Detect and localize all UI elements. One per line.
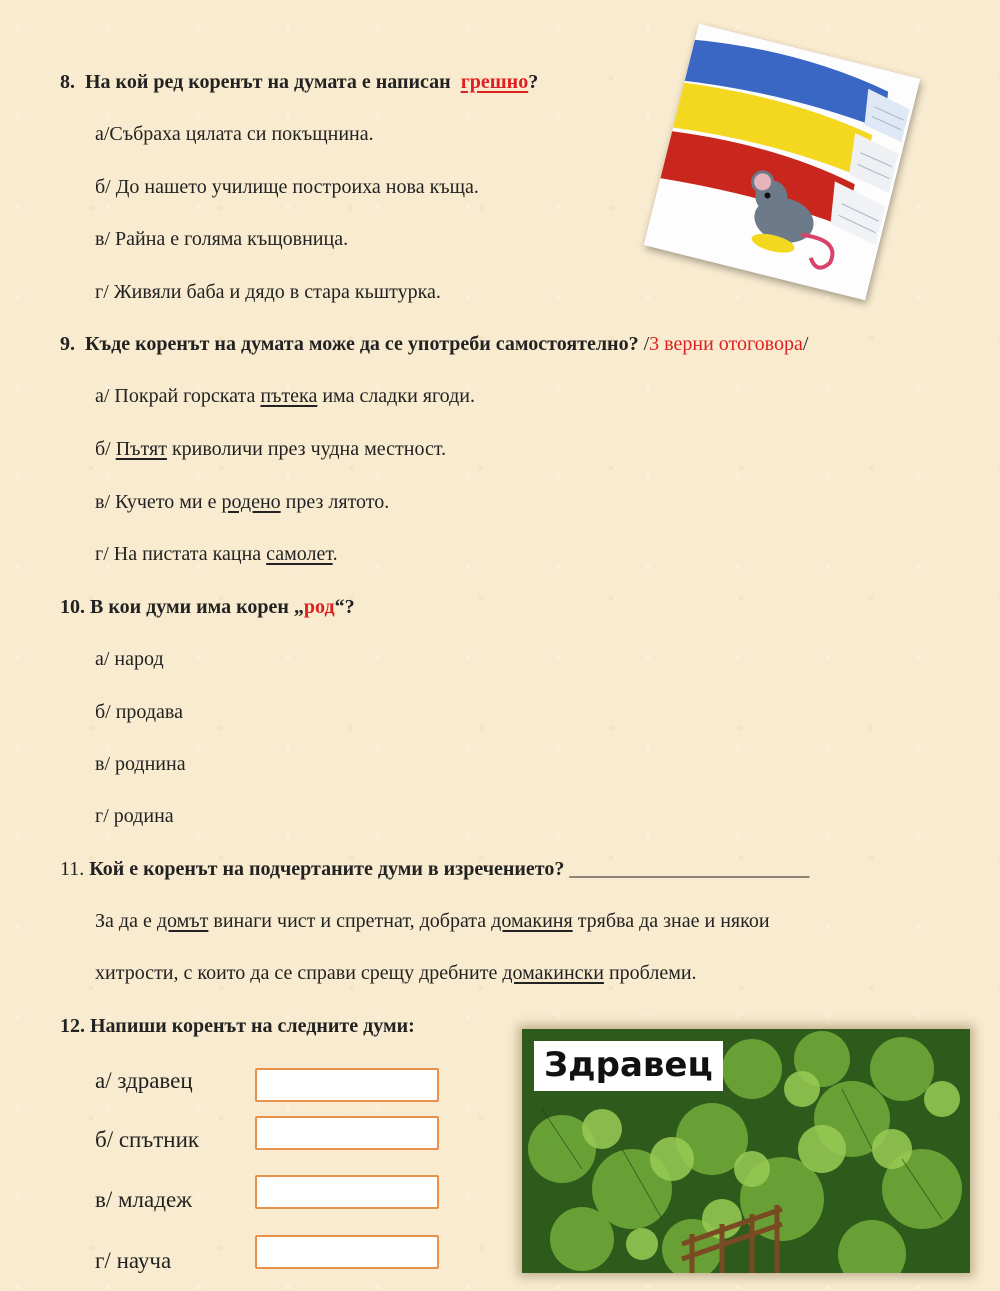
note-slash: / (643, 333, 650, 355)
books-image (644, 24, 920, 300)
note-slash: / (802, 333, 809, 355)
answer-box-c[interactable] (255, 1175, 439, 1209)
answer-box-a[interactable] (255, 1068, 439, 1102)
answer-input-c[interactable] (257, 1177, 437, 1207)
q8-option-a: а/Събраха цялата си покъщнина. (95, 123, 374, 145)
question-text: На кой ред коренът на думата е написан (85, 71, 451, 93)
answer-input-b[interactable] (257, 1118, 437, 1148)
underlined-word: самолет (266, 543, 333, 565)
question-note: 3 верни отоговора (649, 333, 803, 355)
q10-option-b: б/ продава (95, 701, 183, 723)
question-number: 8. (60, 71, 75, 93)
answer-box-b[interactable] (255, 1116, 439, 1150)
underlined-word: родено (221, 491, 281, 513)
q9-option-a (95, 385, 475, 408)
q11-sentence-line-1 (95, 910, 770, 933)
underlined-word: домакиня (491, 910, 573, 932)
root-word: род (303, 596, 335, 618)
option-text: криволичи през чудна местност. (166, 438, 447, 460)
sentence-text: трябва да знае и някои (572, 910, 770, 932)
answer-box-d[interactable] (255, 1235, 439, 1269)
option-text: през лятото. (280, 491, 390, 513)
question-number: 9. (60, 333, 75, 355)
answer-input-d[interactable] (257, 1237, 437, 1267)
plant-label: Здравец (534, 1041, 723, 1091)
sentence-text: проблеми. (603, 962, 697, 984)
question-text: В кои думи има корен „ (90, 596, 304, 618)
question-end: “? (334, 596, 355, 618)
q12-word-d: г/ науча (95, 1248, 172, 1273)
option-text: има сладки ягоди. (317, 385, 475, 407)
question-10-title (60, 596, 355, 619)
question-number: 11. (60, 858, 85, 880)
underlined-word: пътека (260, 385, 318, 407)
question-text: Къде коренът на думата може да се употреби самостоятелно? (85, 333, 639, 355)
books-mouse-illustration (644, 24, 920, 300)
option-text: . (332, 543, 338, 565)
q9-option-d (95, 543, 338, 566)
underlined-word: домът (156, 910, 209, 932)
q8-option-b: б/ До нашето училище построиха нова къща. (95, 176, 479, 198)
q12-word-b: б/ спътник (95, 1127, 200, 1152)
question-8-title (60, 71, 538, 94)
question-number: 12. (60, 1015, 85, 1037)
q8-option-d: г/ Живяли баба и дядо в стара кьштурка. (95, 281, 441, 303)
question-12-title (60, 1015, 415, 1038)
answer-blank-line[interactable]: ________________________ (569, 858, 810, 880)
highlight-word: грешно (460, 71, 529, 93)
underlined-word: домакински (502, 962, 604, 984)
option-text: г/ На пистата кацна (95, 543, 267, 565)
sentence-text: винаги чист и спретнат, добрата (208, 910, 492, 932)
geranium-photo (522, 1029, 970, 1273)
question-9-title (60, 333, 808, 356)
q12-word-a: а/ здравец (95, 1068, 193, 1093)
question-text: Кой е коренът на подчертаните думи в изречението? (89, 858, 565, 880)
option-text: в/ Кучето ми е (95, 491, 222, 513)
q10-option-c: в/ роднина (95, 753, 186, 775)
q10-option-d: г/ родина (95, 805, 174, 827)
question-end: ? (528, 71, 539, 93)
q12-word-c: в/ младеж (95, 1187, 193, 1212)
option-text: б/ (95, 438, 116, 460)
option-text: а/ Покрай горската (95, 385, 261, 407)
q9-option-c (95, 491, 389, 514)
q11-sentence-line-2 (95, 962, 697, 985)
q10-option-a: а/ народ (95, 648, 164, 670)
q9-option-b (95, 438, 446, 461)
sentence-text: За да е (95, 910, 157, 932)
underlined-word: Пътят (115, 438, 167, 460)
q8-option-c: в/ Райна е голяма къщовница. (95, 228, 349, 250)
question-number: 10. (60, 596, 85, 618)
question-text: Напиши коренът на следните думи: (90, 1015, 415, 1037)
sentence-text: хитрости, с които да се справи срещу дребните (95, 962, 503, 984)
question-11-title (60, 858, 809, 881)
answer-input-a[interactable] (257, 1070, 437, 1100)
